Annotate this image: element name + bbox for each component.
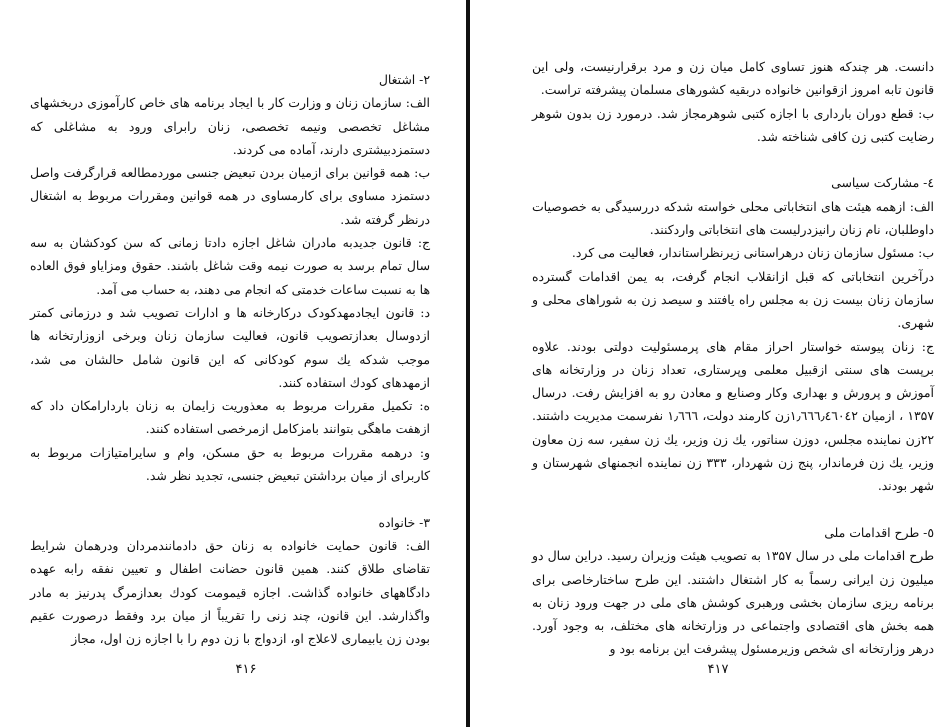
paragraph: الف: ازهمه هیئت های انتخاباتی محلی خواسته شدکه دررسیدگی به خصوصیات داوطلبان، نام زنان رانیزدرلیست های انتخاباتی واردکنند. [532, 198, 934, 238]
page-number: ۴۱۷ [707, 662, 729, 677]
paragraph: ب: همه قوانین برای ازمیان بردن تبعیض جنسی موردمطالعه قرارگرفت واصل دستمزد مساوی برای کارمساوی در همه قوانین ومقررات مربوط به اشتغال درنظر گرفته شد. [30, 165, 430, 227]
section-heading-family: ۳- خانواده [378, 514, 430, 530]
paragraph: الف: سازمان زنان و وزارت کار با ایجاد برنامه های خاص کارآموزی دربخشهای مشاغل تخصصی ونیمه تخصصی، زنان رابرای ورود به مشاغلی که دستمزدبیشتری دارند، آماده می کردند. [30, 95, 430, 157]
section-heading-national: ٥- طرح اقدامات ملی [824, 524, 934, 540]
paragraph: ب: قطع دوران بارداری با اجازه کتبی شوهرمجاز شد. درمورد زن بدون شوهر رضایت کتبی زن کافی شناخته شد. [532, 105, 934, 144]
section-spacer [30, 487, 430, 510]
right-page [470, 0, 936, 727]
paragraph: الف: قانون حمایت خانواده به زنان حق دادمانندمردان ودرهمان شرایط تقاضای طلاق کنند. همین قانون حضانت اطفال و تعیین نفقه رابه عهده دادگاههای خانواده گذاشت. اجازه قیمومت کودك بعدازمرگ پدرنیز به مادر واگذارشد. این قانون، چند زنی را تقریباً از میان برد وفقط درصورت عقیم بودن زن یابیماری لاعلاج او، ازدواج با زن دوم را با اجازه زن اول، مجاز [30, 537, 430, 647]
paragraph: ج: قانون جدیدبه مادران شاغل اجازه دادتا زمانی که سن کودکشان به سه سال تمام برسد به صورت نیمه وقت شاغل باشند. حقوق ومزایاو فوق العاده ها به نسبت ساعات خدمتی که انجام می دهند، به حساب می آمد. [30, 235, 430, 297]
paragraph: ه: تکمیل مقررات مربوط به معذوریت زایمان به زنان باردارامکان داد که ازهفت ماهگی بتوانند بامزکامل ازمرخصی استفاده کنند. [30, 398, 430, 437]
paragraph: دانست. هر چندکه هنوز تساوی کامل میان زن و مرد برقرارنیست، ولی این قانون تابه امروز ازقوانین خانواده دربقیه کشورهای مسلمان پیشرفته تراست. [532, 59, 934, 98]
section-spacer [532, 498, 934, 521]
right-page-text [532, 55, 934, 661]
left-page [0, 0, 466, 727]
paragraph: د: قانون ایجادمهدکودک درکارخانه ها و ادارات تصویب شد و درزمانی کمتر ازدوسال بعدازتصویب قانون، فعالیت سازمان زنان وبرخی ازوزارتخانه ها موجب شدکه یك سوم کودکانی که این قانون شامل حالشان می شد، ازمهدهای کودك استفاده کنند. [30, 304, 430, 390]
section-heading-employment: ۲- اشتغال [378, 72, 430, 87]
paragraph: ب: مسئول سازمان زنان درهراستانی زیرنظراستاندار، فعالیت می کرد. [571, 245, 934, 261]
paragraph: و: درهمه مقررات مربوط به حق مسکن، وام و سایرامتیازات مربوط به کاربرای از میان برداشتن تبعیض جنسی، تجدید نظر شد. [30, 444, 430, 484]
section-heading-political: ٤- مشارکت سیاسی [831, 175, 934, 191]
paragraph: طرح اقدامات ملی در سال ۱۳۵۷ به تصویب هیئت وزیران رسید. دراین سال دو میلیون زن ایرانی رسماً به کار اشتغال داشتند. این طرح ساختارخاصی برای برنامه ریزی سازمان بخشی ورهبری کوشش های ملی در جهت ورود زنان به همه بخش های اقتصادی واجتماعی در وزارتخانه های مختلف، به وجود آورد. درهر وزارتخانه ای شخص وزیرمسئول پیشرفت این برنامه بود و [532, 548, 935, 657]
paragraph: درآخرین انتخاباتی که قبل ازانقلاب انجام گرفت، به یمن اقدامات گسترده سازمان زنان بیست زن به مجلس راه یافتند و سیصد زن به شوراهای محلی و شهری. [532, 268, 934, 331]
paragraph: ج: زنان پیوسته خواستار احراز مقام های پرمسئولیت دولتی بودند. علاوه برپست های سنتی ازقبیل معلمی وپرستاری، تعداد زنان در وزارتخانه های آموزش و پرورش و بهداری وکار وصنایع و معادن رو به افزایش رفت. درسال ۱۳۵۷ ، ازمیان ۱٫٦٦٦٫٤٦٠٤۲زن کارمند دولت، ۱٫٦٦٦ نفرسمت مدیریت داشتند. ۲۲زن نماینده مجلس، دوزن سناتور، یك زن وزیر، یك زن سفیر، سه زن معاون وزیر، یك زن فرماندار، پنج زن شهردار، ۳۳۳ زن نماینده انجمنهای شهرستان و شهر بودند. [532, 338, 934, 494]
left-page-text [30, 68, 430, 650]
page-number: ۴۱۶ [235, 662, 257, 677]
section-spacer [532, 148, 934, 171]
